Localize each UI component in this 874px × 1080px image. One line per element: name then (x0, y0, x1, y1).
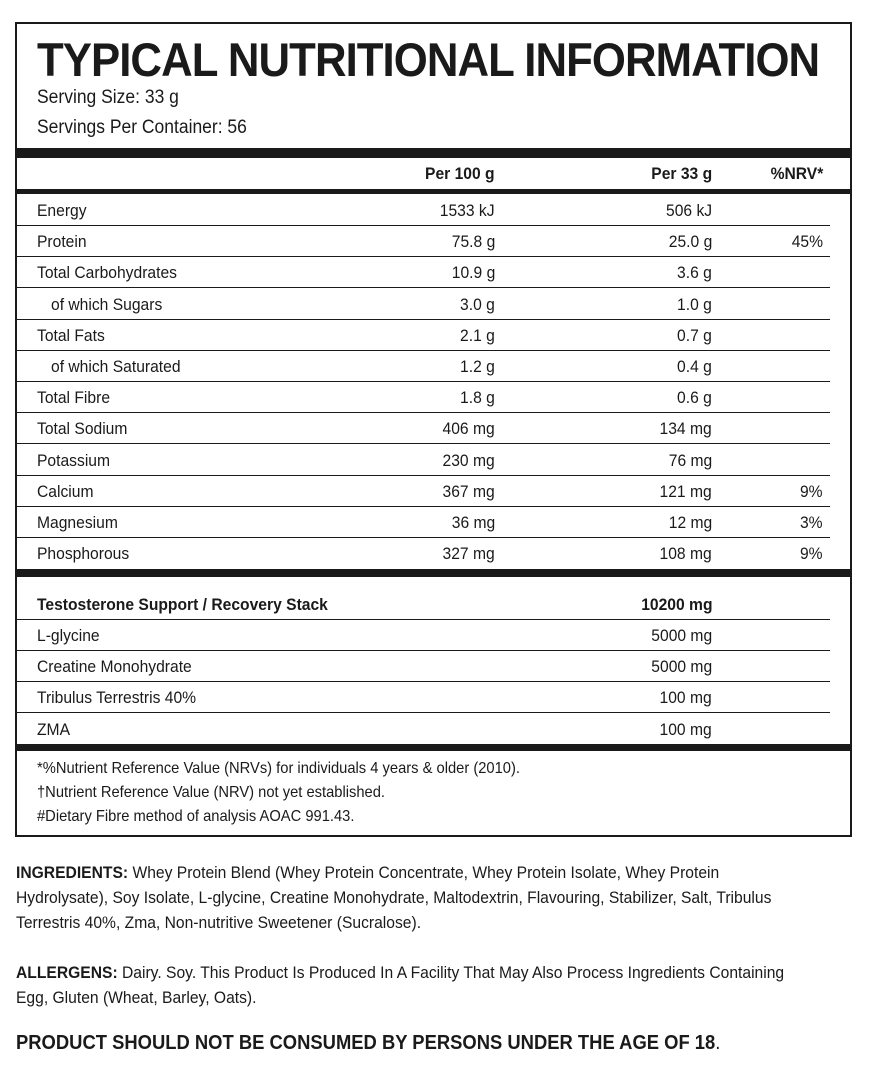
nutrient-name: Potassium (37, 450, 111, 470)
nutrient-name: Total Fats (37, 325, 105, 345)
stack-item-row (17, 682, 850, 713)
allergens-statement (16, 960, 807, 1010)
nutrition-panel (15, 22, 852, 837)
header-divider (17, 189, 850, 194)
stack-item-row (17, 620, 850, 651)
stack-item-row (17, 651, 850, 682)
nutrient-row (17, 351, 850, 382)
nutrient-per-100g: 10.9 g (451, 263, 495, 283)
nutrient-per-serve: 121 mg (659, 481, 712, 501)
nutrient-per-serve: 0.6 g (677, 388, 712, 408)
stack-item-amount: 100 mg (659, 719, 712, 739)
nutrient-name: Protein (37, 232, 87, 252)
nutrient-nrv: 3% (800, 513, 823, 532)
table-header-row (17, 158, 850, 189)
nutrient-per-serve: 12 mg (668, 513, 712, 532)
nutrient-per-100g: 1533 kJ (440, 201, 495, 220)
nutrient-nrv: 9% (800, 481, 823, 501)
stack-item-name: Creatine Monohydrate (37, 657, 192, 677)
ingredients-label: INGREDIENTS: (16, 863, 129, 882)
nutrient-name: Phosphorous (37, 544, 130, 564)
panel-title: TYPICAL NUTRITIONAL INFORMATION (37, 33, 820, 86)
nutrient-name: Total Carbohydrates (37, 263, 177, 283)
nutrient-per-serve: 108 mg (659, 544, 712, 564)
age-warning (16, 1032, 720, 1055)
thick-divider (17, 148, 850, 158)
nutrient-row (17, 226, 850, 257)
nutrient-row (17, 476, 850, 507)
nutrient-name: Total Fibre (37, 388, 111, 408)
stack-item-amount: 5000 mg (651, 657, 712, 677)
nutrient-row (17, 382, 850, 413)
stack-item-name: Tribulus Terrestris 40% (37, 688, 197, 708)
header-nrv: %NRV* (770, 164, 823, 183)
stack-total: 10200 mg (640, 595, 712, 614)
ingredients-text: Whey Protein Blend (Whey Protein Concentrate, Whey Protein Isolate, Whey Protein Hydrolysate), Soy Isolate, L-glycine, Creatine Monohydrate, Maltodextrin, Flavouring, Stabilizer, Salt, Tribulus Terrestris 40%, Zma, Non-nutritive Sweetener (Sucralose). (16, 863, 772, 932)
nutrient-name: of which Saturated (51, 357, 181, 376)
nutrient-row (17, 195, 850, 226)
servings-per-container: Servings Per Container: 56 (37, 117, 247, 138)
nutrient-row (17, 289, 850, 320)
section-divider (17, 569, 850, 577)
header-per-100g: Per 100 g (425, 164, 495, 183)
nutrient-per-100g: 36 mg (451, 513, 495, 532)
nutrient-name: of which Sugars (51, 294, 163, 314)
stack-item-row (17, 714, 850, 745)
nutrient-row (17, 320, 850, 351)
nutrient-per-serve: 3.6 g (677, 263, 712, 283)
nutrient-per-serve: 1.0 g (677, 294, 712, 314)
nutrient-per-100g: 2.1 g (460, 325, 495, 345)
allergens-label: ALLERGENS: (16, 963, 118, 982)
nutrient-nrv: 9% (800, 544, 823, 564)
nutrient-name: Total Sodium (37, 419, 128, 439)
nutrient-name: Magnesium (37, 513, 118, 532)
allergens-text: Dairy. Soy. This Product Is Produced In A Facility That May Also Process Ingredients Containing Egg, Gluten (Wheat, Barley, Oats). (16, 963, 785, 1007)
nutrient-per-100g: 1.2 g (460, 357, 495, 376)
nutrient-per-serve: 134 mg (659, 419, 712, 439)
stack-item-name: L-glycine (37, 626, 100, 645)
stack-name: Testosterone Support / Recovery Stack (37, 595, 328, 614)
footnote-line: †Nutrient Reference Value (NRV) not yet established. (37, 784, 386, 801)
nutrient-per-100g: 1.8 g (460, 388, 495, 408)
nutrient-per-100g: 406 mg (442, 419, 495, 439)
stack-item-name: ZMA (37, 719, 71, 739)
footnote-line: *%Nutrient Reference Value (NRVs) for individuals 4 years & older (2010). (37, 760, 520, 777)
nutrient-row (17, 538, 850, 569)
nutrient-per-100g: 367 mg (442, 481, 495, 501)
ingredients-statement (16, 860, 807, 935)
nutrient-per-serve: 25.0 g (668, 232, 712, 252)
nutrient-name: Energy (37, 201, 87, 220)
nutrient-row (17, 445, 850, 476)
age-warning-text: PRODUCT SHOULD NOT BE CONSUMED BY PERSONS UNDER THE AGE OF 18 (16, 1032, 716, 1054)
nutrient-per-100g: 230 mg (442, 450, 495, 470)
stack-item-amount: 100 mg (659, 688, 712, 708)
nutrient-per-serve: 506 kJ (665, 201, 712, 220)
nutrient-per-serve: 0.7 g (677, 325, 712, 345)
nutrient-per-serve: 76 mg (668, 450, 712, 470)
nutrient-row (17, 507, 850, 538)
footnote-line: #Dietary Fibre method of analysis AOAC 991.43. (37, 808, 355, 825)
stack-header-row (17, 589, 850, 620)
age-warning-period: . (715, 1032, 721, 1054)
nutrient-per-100g: 327 mg (442, 544, 495, 564)
serving-size: Serving Size: 33 g (37, 87, 179, 108)
nutrient-nrv: 45% (791, 232, 823, 252)
nutrient-per-100g: 3.0 g (460, 294, 495, 314)
header-per-serve: Per 33 g (651, 164, 712, 183)
nutrient-per-serve: 0.4 g (677, 357, 712, 376)
stack-item-amount: 5000 mg (651, 626, 712, 645)
nutrient-row (17, 257, 850, 288)
nutrient-row (17, 413, 850, 444)
footnote-divider (17, 744, 850, 751)
nutrient-name: Calcium (37, 481, 94, 501)
nutrient-per-100g: 75.8 g (451, 232, 495, 252)
